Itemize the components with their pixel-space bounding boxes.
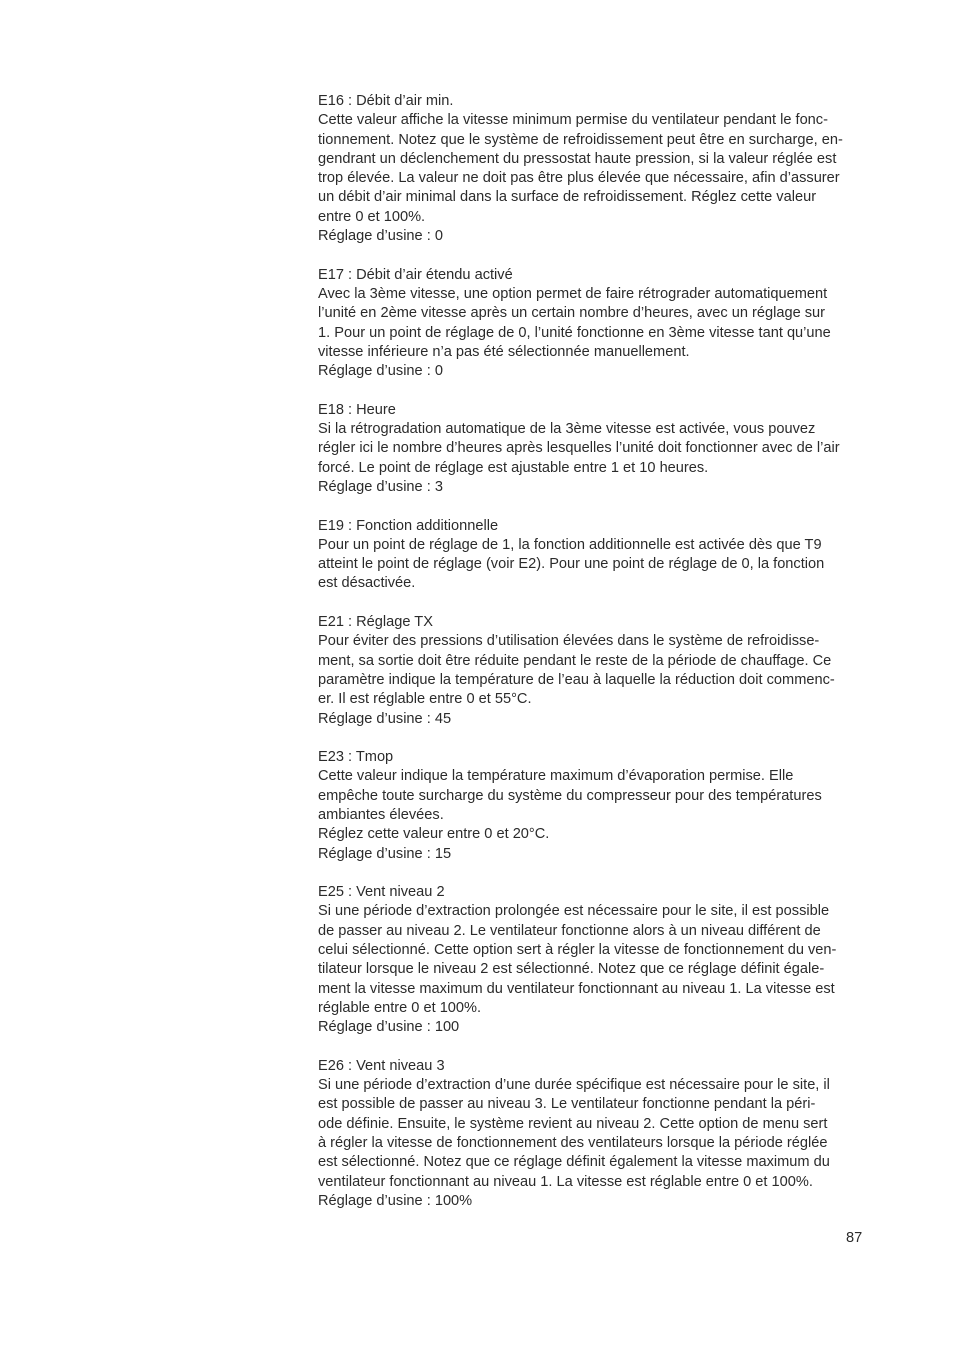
section-e18 bbox=[318, 401, 898, 497]
body-line: à régler la vitesse de fonctionnement des ventilateurs lorsque la période réglée bbox=[318, 1135, 828, 1152]
body-line: empêche toute surcharge du système du compresseur pour des températures bbox=[318, 787, 822, 804]
factory-setting: Réglage d’usine : 15 bbox=[318, 845, 452, 862]
section-e26 bbox=[318, 1057, 898, 1211]
body-line: Si la rétrogradation automatique de la 3ème vitesse est activée, vous pouvez bbox=[318, 421, 816, 438]
body-line: trop élevée. La valeur ne doit pas être plus élevée que nécessaire, afin d’assurer bbox=[318, 170, 840, 187]
section-heading: E18 : Heure bbox=[318, 401, 396, 418]
body-line: Avec la 3ème vitesse, une option permet de faire rétrograder automatiquement bbox=[318, 285, 828, 302]
body-line: l’unité en 2ème vitesse après un certain nombre d’heures, avec un réglage sur bbox=[318, 305, 826, 322]
body-line: est désactivée. bbox=[318, 575, 416, 592]
section-heading: E21 : Réglage TX bbox=[318, 614, 433, 631]
factory-setting: Réglage d’usine : 100 bbox=[318, 1019, 460, 1036]
body-line: est possible de passer au niveau 3. Le ventilateur fonctionne pendant la péri- bbox=[318, 1096, 816, 1113]
section-e21 bbox=[318, 613, 898, 729]
body-line: réglable entre 0 et 100%. bbox=[318, 999, 482, 1016]
body-line: atteint le point de réglage (voir E2). Pour une point de réglage de 0, la fonction bbox=[318, 556, 825, 573]
factory-setting: Réglage d’usine : 0 bbox=[318, 228, 443, 245]
body-line: ode définie. Ensuite, le système revient au niveau 2. Cette option de menu sert bbox=[318, 1115, 828, 1132]
body-line: tilateur lorsque le niveau 2 est sélectionné. Notez que ce réglage définit égale- bbox=[318, 961, 825, 978]
body-line: un débit d’air minimal dans la surface de refroidissement. Réglez cette valeur bbox=[318, 189, 817, 206]
body-line: gendrant un déclenchement du pressostat haute pression, si la valeur réglée est bbox=[318, 150, 837, 167]
body-line: ventilateur fonctionnant au niveau 1. La vitesse est réglable entre 0 et 100%. bbox=[318, 1173, 813, 1190]
body-line: er. Il est réglable entre 0 et 55°C. bbox=[318, 691, 532, 708]
body-line: entre 0 et 100%. bbox=[318, 208, 426, 225]
body-line: ambiantes élevées. bbox=[318, 806, 444, 823]
body-line: de passer au niveau 2. Le ventilateur fonctionne alors à un niveau différent de bbox=[318, 922, 821, 939]
section-heading: E17 : Débit d’air étendu activé bbox=[318, 266, 513, 283]
body-line: Cette valeur indique la température maximum d’évaporation permise. Elle bbox=[318, 768, 794, 785]
section-e16 bbox=[318, 92, 898, 246]
factory-setting: Réglage d’usine : 100% bbox=[318, 1192, 473, 1209]
body-line: Si une période d’extraction prolongée est nécessaire pour le site, il est possible bbox=[318, 903, 830, 920]
section-heading: E23 : Tmop bbox=[318, 749, 394, 766]
section-e23 bbox=[318, 748, 898, 864]
factory-setting: Réglage d’usine : 3 bbox=[318, 478, 443, 495]
section-heading: E26 : Vent niveau 3 bbox=[318, 1057, 445, 1074]
body-line: 1. Pour un point de réglage de 0, l’unité fonctionne en 3ème vitesse tant qu’une bbox=[318, 324, 831, 341]
factory-setting: Réglage d’usine : 45 bbox=[318, 710, 452, 727]
body-line: Réglez cette valeur entre 0 et 20°C. bbox=[318, 826, 550, 843]
factory-setting: Réglage d’usine : 0 bbox=[318, 363, 443, 380]
page-number: 87 bbox=[846, 1230, 863, 1246]
body-line: tionnement. Notez que le système de refroidissement peut être en surcharge, en- bbox=[318, 131, 843, 148]
section-heading: E19 : Fonction additionnelle bbox=[318, 517, 499, 534]
body-line: ment la vitesse maximum du ventilateur fonctionnant au niveau 1. La vitesse est bbox=[318, 980, 835, 997]
section-heading: E16 : Débit d’air min. bbox=[318, 93, 454, 109]
body-line: vitesse inférieure n’a pas été sélectionnée manuellement. bbox=[318, 343, 690, 360]
body-line: Si une période d’extraction d’une durée spécifique est nécessaire pour le site, il bbox=[318, 1077, 830, 1094]
body-line: paramètre indique la température de l’eau à laquelle la réduction doit commenc- bbox=[318, 671, 835, 688]
body-line: ment, sa sortie doit être réduite pendant le reste de la période de chauffage. Ce bbox=[318, 652, 832, 669]
section-e25 bbox=[318, 883, 898, 1037]
body-line: Pour éviter des pressions d’utilisation élevées dans le système de refroidisse- bbox=[318, 633, 820, 650]
body-line: forcé. Le point de réglage est ajustable entre 1 et 10 heures. bbox=[318, 459, 709, 476]
body-line: régler ici le nombre d’heures après lesquelles l’unité doit fonctionner avec de l’air bbox=[318, 440, 840, 457]
document-body bbox=[318, 92, 898, 1231]
section-e17 bbox=[318, 266, 898, 382]
body-line: est sélectionné. Notez que ce réglage définit également la vitesse maximum du bbox=[318, 1154, 830, 1171]
body-line: celui sélectionné. Cette option sert à régler la vitesse de fonctionnement du ven- bbox=[318, 942, 837, 959]
body-line: Cette valeur affiche la vitesse minimum permise du ventilateur pendant le fonc- bbox=[318, 112, 828, 129]
section-e19 bbox=[318, 517, 898, 594]
body-line: Pour un point de réglage de 1, la fonction additionnelle est activée dès que T9 bbox=[318, 536, 822, 553]
section-heading: E25 : Vent niveau 2 bbox=[318, 884, 445, 901]
